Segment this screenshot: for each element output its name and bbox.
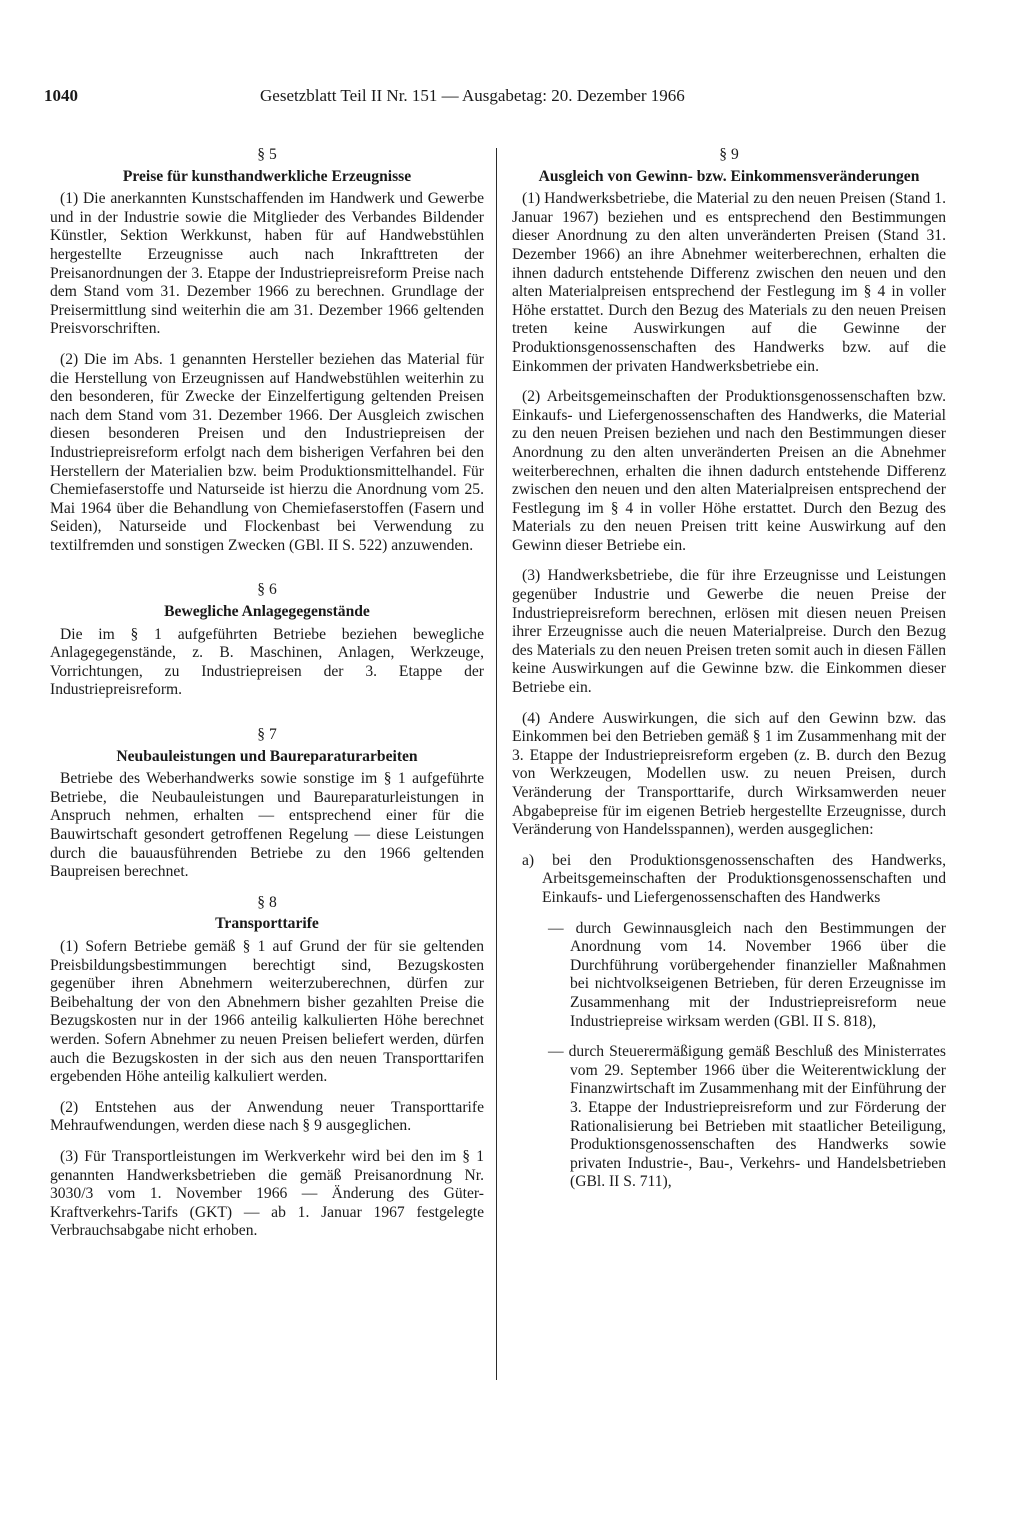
header-title: Gesetzblatt Teil II Nr. 151 — Ausgabetag: 20. Dezember 1966: [260, 86, 685, 105]
list-item: a) bei den Produktionsgenossenschaften des Handwerks, Arbeitsgemeinschaften der Produktionsgenossenschaften und Einkaufs- und Liefergenossenschaften des Handwerks: [522, 851, 946, 906]
section-heading: Bewegliche Anlagegegenstände: [164, 603, 370, 621]
paragraph: Betriebe des Weberhandwerks sowie sonstige im § 1 aufgeführte Betriebe, die Neubauleistungen und Baureparaturleistungen in Anspruch nehmen, erhalten — entsprechend einer für die Bauwirtschaft gesondert getroffenen Regelung — diese Leistungen durch die bauausführenden Betriebe zu den 1966 geltenden Baupreisen berechnet.: [50, 770, 484, 881]
paragraph: Die im § 1 aufgeführten Betriebe beziehen bewegliche Anlagegegenstände, z. B. Maschinen, Anlagen, Werkzeuge, Vorrichtungen, zu Industriepreisen der 3. Etappe der Industriepreisreform.: [50, 625, 484, 699]
page-number: 1040: [44, 86, 78, 105]
paragraph: (2) Die im Abs. 1 genannten Hersteller beziehen das Material für die Herstellung von Erzeugnissen auf Handwebstühlen weiterhin zu den besonderen, für Zwecke der Einzelfertigung geltenden Preisen nach dem Stand vom 31. Dezember 1966. Der Ausgleich zwischen diesen besonderen Preisen und den Industriepreisen der Industriepreisreform erfolgt nach dem bisherigen Verfahren bei den Herstellern der Materialien bzw. beim Produktionsmittelhandel. Für Chemiefaserstoffe und Naturseide ist hierzu die Anordnung vom 25. Mai 1964 über die Behandlung von Chemiefaserstoffen (Fasern und Seiden), Naturseide und Flockenbast bei Verwendung zu textilfremden und sonstigen Zwecken (GBl. II S. 522) anzuwenden.: [50, 350, 484, 554]
paragraph: (1) Sofern Betriebe gemäß § 1 auf Grund der für sie geltenden Preisbildungsbestimmungen berechtigt sind, Bezugskosten gegenüber ihren Abnehmern weiterzuberechnen, dürfen zur Beibehaltung der von den Abnehmern bisher gezahlten Preise die Bezugskosten nur in der 1966 anteilig kalkulierten Höhe berechnet werden. Sofern Abnehmer zu neuen Preisen beliefert werden, dürfen auch die Bezugskosten in der sich aus den neuen Transporttarifen ergebenden Höhe anteilig kalkuliert werden.: [50, 937, 484, 1086]
paragraph: (1) Handwerksbetriebe, die Material zu den neuen Preisen (Stand 1. Januar 1967) beziehen und es entsprechend den Bestimmungen dieser Anordnung zu den alten unveränderten Preisen (Stand 31. Dezember 1966) an ihre Abnehmer weiterberechnen, erhalten die ihnen dadurch entstehende Differenz zwischen den neuen und den alten Materialpreisen entsprechend der Festlegung im § 4 in voller Höhe erstattet. Durch den Bezug des Materials zu den neuen Preisen treten keine Auswirkungen auf die Gewinne der Produktionsgenossenschaften des Handwerks bzw. auf die Einkommen der privaten Handwerksbetriebe ein.: [512, 190, 946, 375]
page-header: [44, 86, 758, 112]
column-divider: [496, 148, 497, 1380]
paragraph: (3) Handwerksbetriebe, die für ihre Erzeugnisse und Leistungen gegenüber Industrie und Gewerbe die neuen Preise der Industriepreisreform berechnen, erlösen mit diesen neuen Preisen ihrer Erzeugnisse auch die neuen Materialpreise. Durch den Bezug des Materials zu den neuen Preisen treten somit auch in diesen Fällen keine Auswirkungen auf die Gewinne bzw. die Einkommen dieser Betriebe ein.: [512, 567, 946, 697]
section-number: § 9: [719, 146, 739, 163]
paragraph: (1) Die anerkannten Kunstschaffenden im Handwerk und Gewerbe und in der Industrie sowie die Mitglieder des Verbandes Bildender Künstler, Sektion Werkkunst, haben für auf Handwebstühlen hergestellte Erzeugnisse auch nach Inkrafttreten der Preisanordnungen der 3. Etappe der Industriepreisreform Preise nach dem Stand vom 31. Dezember 1966 zu berechnen. Grundlage der Preisermittlung sind weiterhin die am 31. Dezember 1966 geltenden Preisvorschriften.: [50, 190, 484, 338]
paragraph: (4) Andere Auswirkungen, die sich auf den Gewinn bzw. das Einkommen bei den Betrieben gemäß § 1 im Zusammenhang mit der 3. Etappe der Industriepreisreform ergeben (z. B. durch den Bezug von Werkzeugen, Modellen usw. zu neuen Preisen, durch Veränderung der Transporttarife, durch Wirksamwerden neuer Abgabepreise für im eigenen Betrieb hergestellte Erzeugnisse, durch Veränderung von Handelsspannen), werden ausgeglichen:: [512, 709, 946, 839]
list-item: — durch Steuerermäßigung gemäß Beschluß des Ministerrates vom 29. September 1966 über die Weiterentwicklung der Finanzwirtschaft im Zusammenhang mit der Einführung der 3. Etappe der Industriepreisreform und zur Förderung der Rationalisierung bei Betrieben mit staatlicher Beteiligung, Produktionsgenossenschaften des Handwerks sowie privaten Industrie-, Bau-, Verkehrs- und Handelsbetrieben (GBl. II S. 711),: [548, 1043, 946, 1191]
paragraph: (2) Arbeitsgemeinschaften der Produktionsgenossenschaften bzw. Einkaufs- und Liefergenossenschaften des Handwerks, die Material zu den neuen Preisen beziehen und nach den Bestimmungen dieser Anordnung zu den alten unveränderten Preisen an die Abnehmer weiterberechnen, erhalten die ihnen dadurch entstehende Differenz zwischen den neuen und den alten Materialpreisen entsprechend der Festlegung im § 4 in voller Höhe erstattet. Durch den Bezug des Materials zu den neuen Preisen tritt keine Auswirkung auf den Gewinn dieser Betriebe ein.: [512, 388, 946, 554]
section-number: § 8: [257, 893, 277, 911]
section-heading: Transporttarife: [215, 915, 319, 933]
right-column: [512, 146, 946, 1204]
section-heading: Ausgleich von Gewinn- bzw. Einkommensveränderungen: [538, 167, 920, 185]
list-item: — durch Gewinnausgleich nach den Bestimmungen der Anordnung vom 14. November 1966 über die Durchführung vorübergehender finanzieller Maßnahmen bei nichtvolkseigenen Betrieben, für deren Erzeugnisse im Zusammenhang mit der Industriepreisreform neue Industriepreise wirksam werden (GBl. II S. 818),: [548, 919, 946, 1030]
left-column: [50, 146, 484, 1253]
section-heading: Preise für kunsthandwerkliche Erzeugnisse: [122, 167, 412, 185]
section-heading: Neubauleistungen und Baureparaturarbeiten: [116, 747, 418, 765]
section-number: § 5: [257, 146, 277, 163]
section-number: § 7: [257, 726, 277, 744]
paragraph: (3) Für Transportleistungen im Werkverkehr wird bei den im § 1 genannten Handwerksbetrieben die gemäß Preisanordnung Nr. 3030/3 vom 1. November 1966 — Änderung des Güter-Kraftverkehrs-Tarifs (GKT) — ab 1. Januar 1967 festgelegte Verbrauchsabgabe nicht erhoben.: [50, 1147, 484, 1240]
section-number: § 6: [257, 581, 277, 599]
paragraph: (2) Entstehen aus der Anwendung neuer Transporttarife Mehraufwendungen, werden diese nach § 9 ausgeglichen.: [50, 1098, 484, 1135]
